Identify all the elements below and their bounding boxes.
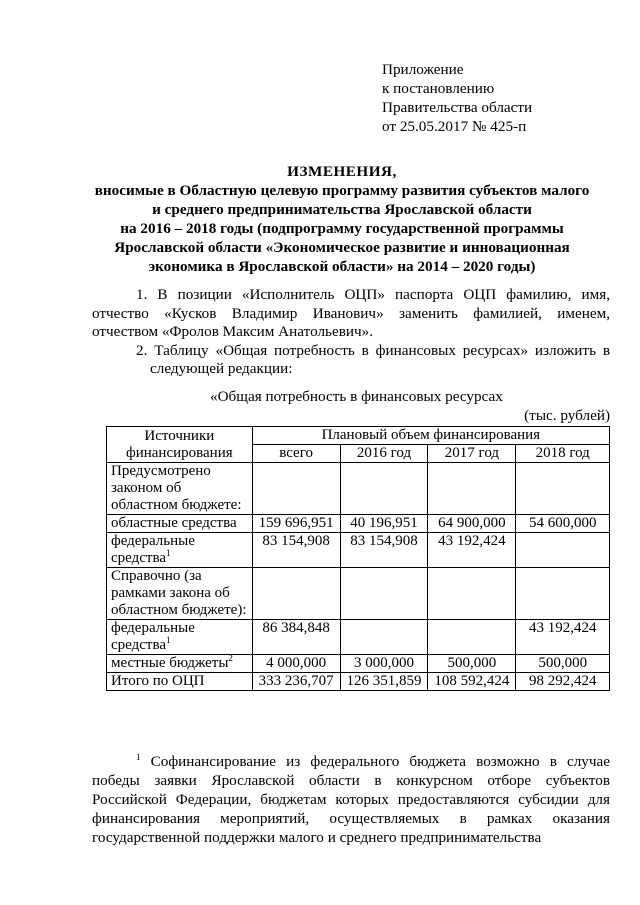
- row-label: Предусмотрено законом об областном бюджете:: [107, 463, 253, 515]
- row-label: Справочно (за рамками закона об областном бюджете):: [107, 568, 253, 620]
- header-2018: 2018 год: [516, 445, 610, 463]
- attachment-line: от 25.05.2017 № 425-п: [382, 118, 527, 135]
- table-cell: 333 236,707: [252, 673, 340, 691]
- table-cell: 3 000,000: [340, 655, 428, 673]
- table-cell: 126 351,859: [340, 673, 428, 691]
- row-label: местные бюджеты: [111, 655, 229, 671]
- title-line: экономика в Ярославской области» на 2014 – 2020 годы): [148, 258, 536, 275]
- table-row: [107, 655, 610, 673]
- table-cell: [340, 620, 428, 655]
- table-cell: 40 196,951: [340, 515, 428, 533]
- table-caption: «Общая потребность в финансовых ресурсах: [210, 388, 503, 405]
- row-label: Итого по ОЦП: [107, 673, 253, 691]
- header-2016: 2016 год: [340, 445, 428, 463]
- table-cell: 43 192,424: [428, 533, 516, 568]
- table-row: [107, 568, 610, 620]
- footnote-mark: 1: [136, 751, 141, 762]
- footnote-ref: 1: [166, 635, 171, 645]
- table-cell: 98 292,424: [516, 673, 610, 691]
- title-heading: ИЗМЕНЕНИЯ,: [287, 163, 397, 180]
- table-row: [107, 463, 610, 515]
- footnote: [92, 752, 610, 847]
- attachment-line: Приложение: [382, 61, 464, 78]
- title-line: на 2016 – 2018 годы (подпрограмму государственной программы: [120, 220, 564, 237]
- table-total-row: [107, 673, 610, 691]
- header-total: всего: [252, 445, 340, 463]
- table-cell: [252, 568, 340, 620]
- header-2017: 2017 год: [428, 445, 516, 463]
- row-label: федеральные средства: [111, 620, 195, 653]
- footnote-ref: 1: [166, 548, 171, 558]
- item-2: 2. Таблицу «Общая потребность в финансовых ресурсах» изложить в следующей редакции:: [136, 341, 610, 377]
- row-label-cell: [107, 655, 253, 673]
- row-label: федеральные средства: [111, 533, 195, 566]
- attachment-line: к постановлению: [382, 80, 495, 97]
- table-cell: 43 192,424: [516, 620, 610, 655]
- header-planned: Плановый объем финансирования: [252, 427, 609, 445]
- table-header-row: [107, 427, 610, 445]
- table-cell: 64 900,000: [428, 515, 516, 533]
- table-cell: 500,000: [428, 655, 516, 673]
- table-cell: 4 000,000: [252, 655, 340, 673]
- title-line: Ярославской области «Экономическое развитие и инновационная: [114, 239, 570, 256]
- table-row: [107, 515, 610, 533]
- table-cell: [340, 568, 428, 620]
- table-cell: 54 600,000: [516, 515, 610, 533]
- table-cell: [516, 463, 610, 515]
- document-title: [90, 162, 594, 276]
- table-cell: 86 384,848: [252, 620, 340, 655]
- attachment-line: Правительства области: [382, 99, 533, 116]
- change-items: [92, 286, 610, 379]
- table-cell: [428, 620, 516, 655]
- table-cell: 108 592,424: [428, 673, 516, 691]
- row-label-cell: [107, 620, 253, 655]
- table-cell: 500,000: [516, 655, 610, 673]
- header-sources: Источники финансирования: [107, 427, 253, 463]
- item-1: 1. В позиции «Исполнитель ОЦП» паспорта ОЦП фамилию, имя, отчество «Кусков Владимир Иванович» заменить фамилией, именем, отчеством «Фролов Максим Анатольевич».: [92, 286, 610, 340]
- finance-table: [106, 426, 610, 691]
- table-row: [107, 533, 610, 568]
- table-cell: 83 154,908: [252, 533, 340, 568]
- table-cell: 159 696,951: [252, 515, 340, 533]
- table-unit: (тыс. рублей): [524, 407, 610, 424]
- table-cell: [516, 533, 610, 568]
- title-line: и среднего предпринимательства Ярославской области: [152, 201, 532, 218]
- table-cell: [516, 568, 610, 620]
- table-cell: [428, 463, 516, 515]
- row-label-cell: [107, 533, 253, 568]
- table-cell: 83 154,908: [340, 533, 428, 568]
- table-cell: [252, 463, 340, 515]
- title-line: вносимые в Областную целевую программу развития субъектов малого: [94, 182, 590, 199]
- footnote-text: Софинансирование из федерального бюджета возможно в случае победы заявки Ярославской области в конкурсном отборе субъектов Российской Федерации, бюджетам которых предоставляются субсидии для финансирования мероприятий, осуществляемых в рамках оказания государственной поддержки малого и среднего предпринимательства: [92, 753, 611, 846]
- table-row: [107, 620, 610, 655]
- table-cell: [340, 463, 428, 515]
- footnote-text-block: [92, 752, 610, 847]
- table-cell: [428, 568, 516, 620]
- attachment-block: [382, 60, 532, 136]
- footnote-ref: 2: [228, 653, 233, 663]
- row-label: областные средства: [107, 515, 253, 533]
